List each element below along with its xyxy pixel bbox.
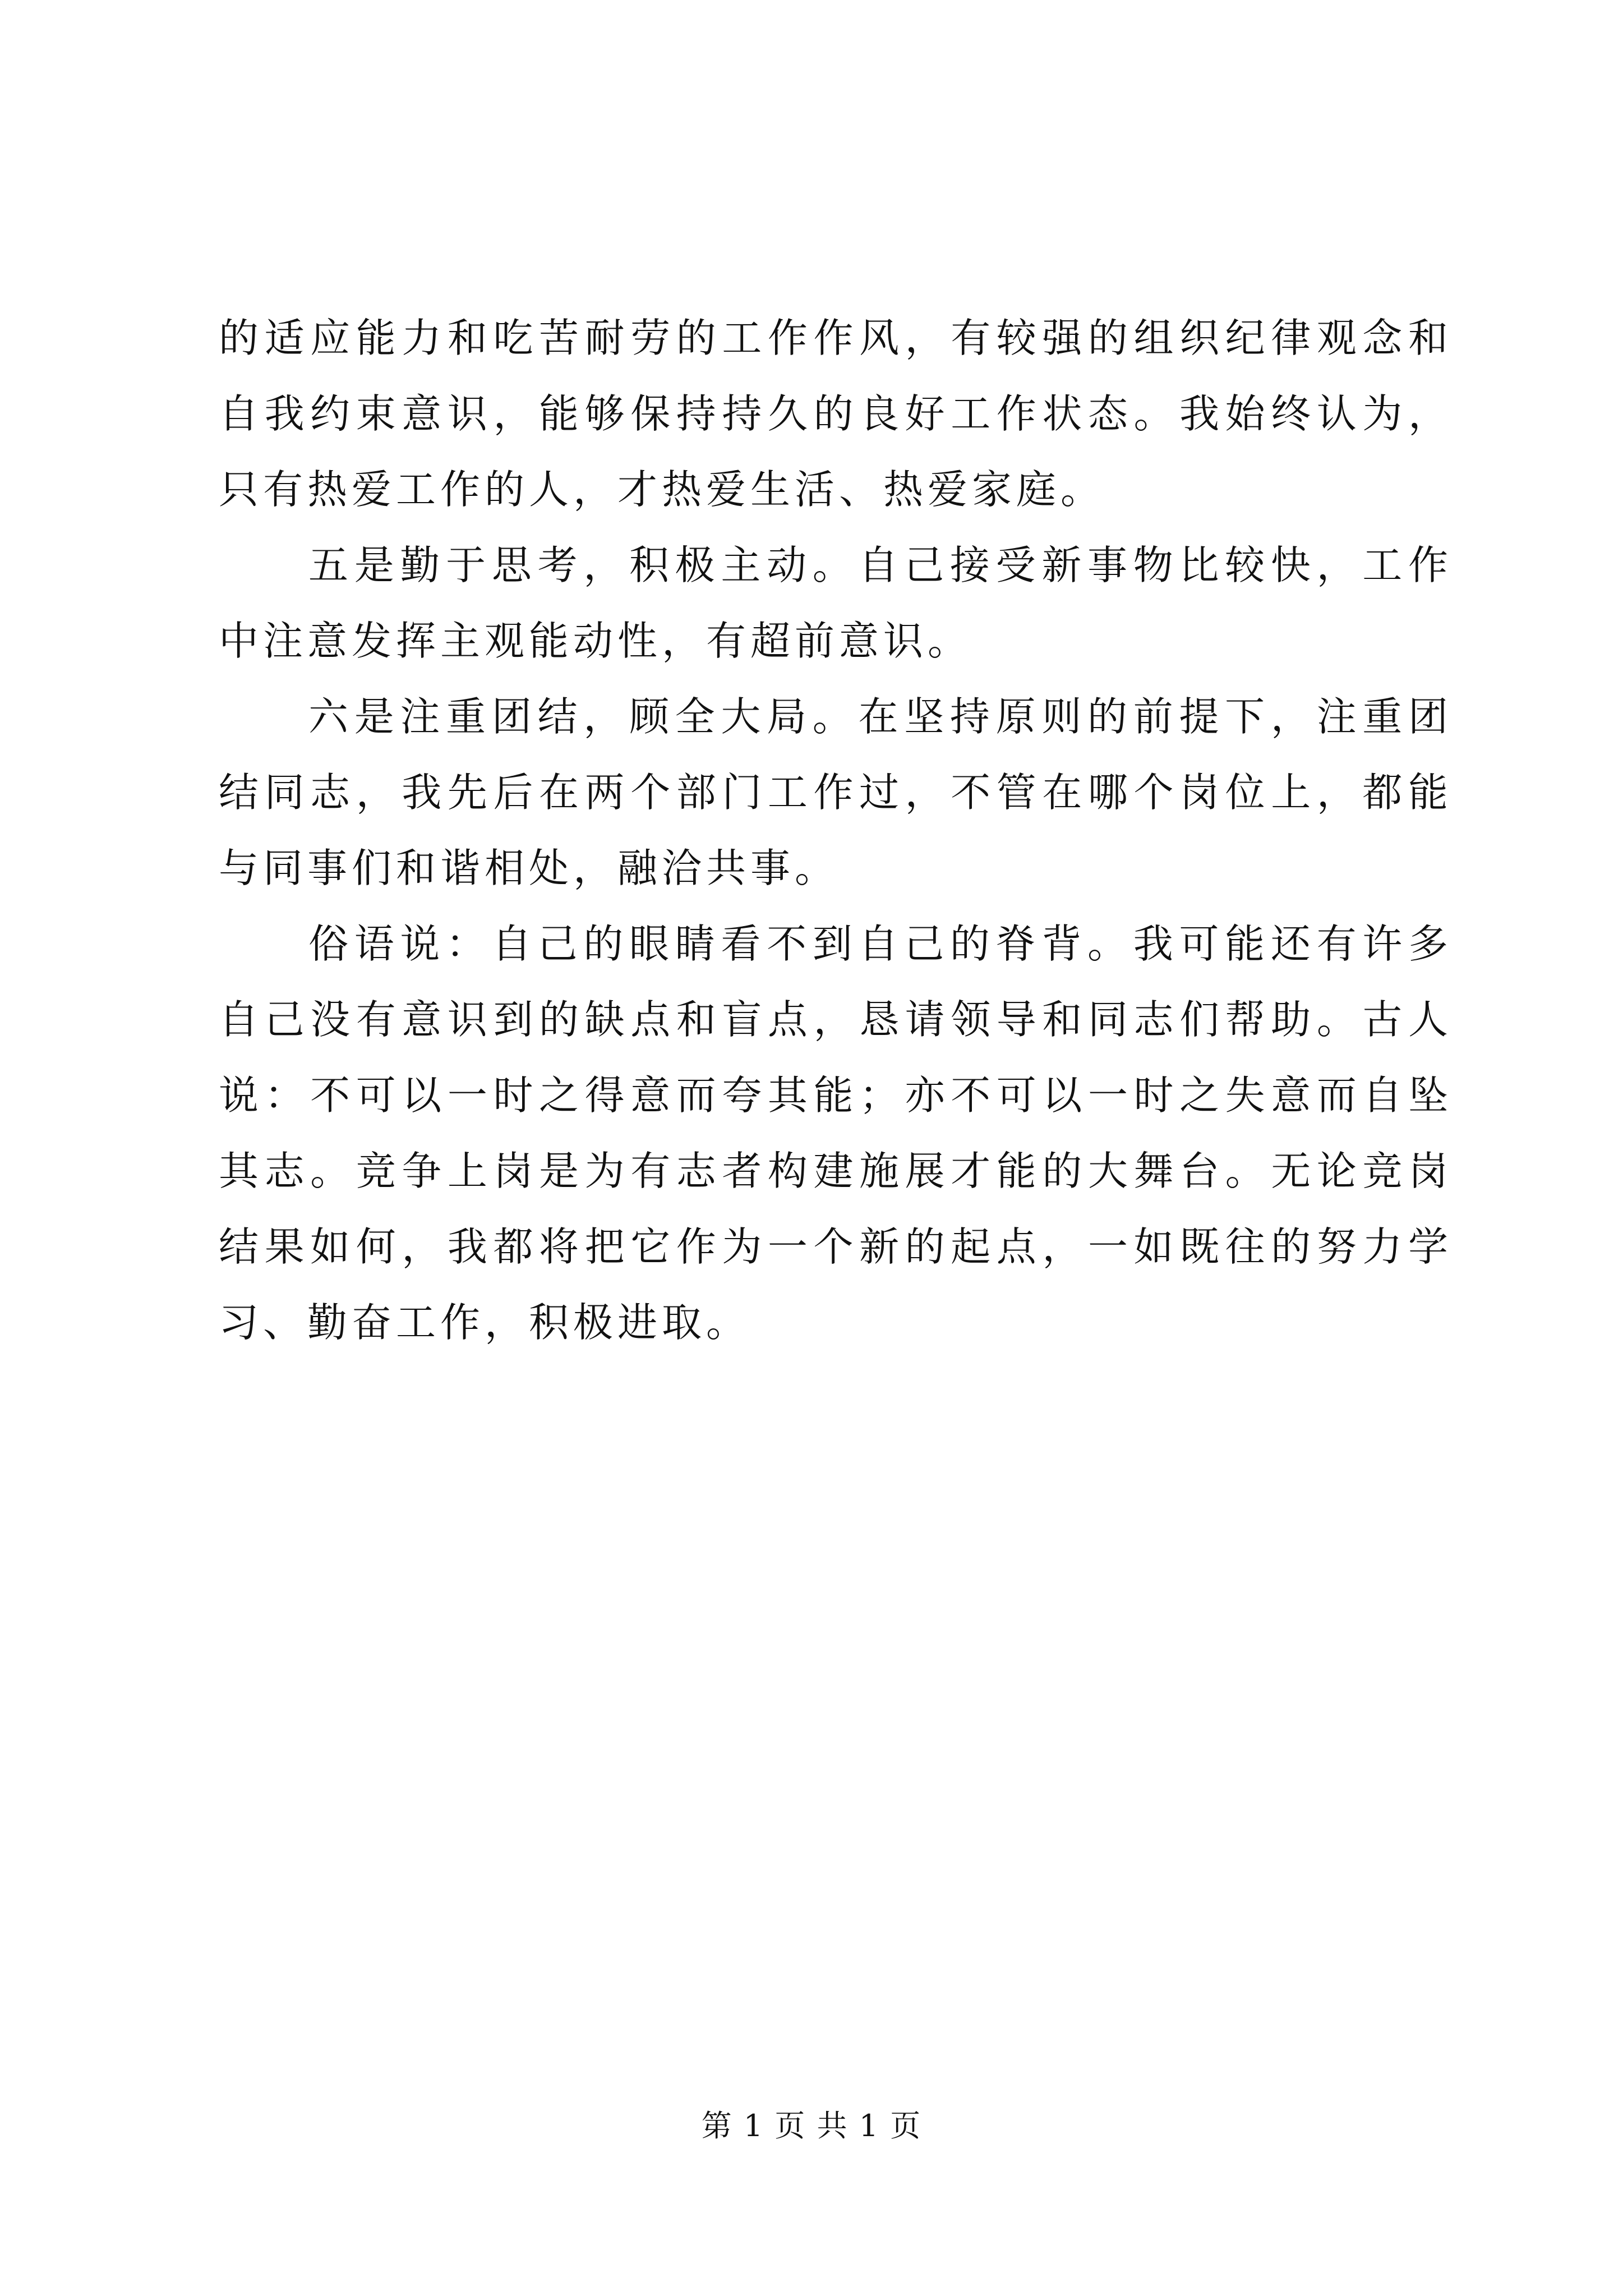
document-body	[219, 300, 1453, 1360]
paragraph-continuation: 的适应能力和吃苦耐劳的工作作风，有较强的组织纪律观念和自我约束意识，能够保持持久的良好工作状态。我始终认为，只有热爱工作的人，才热爱生活、热爱家庭。	[219, 315, 1453, 513]
page-footer: 第 1 页 共 1 页	[701, 2108, 922, 2143]
paragraph-point-six: 六是注重团结，顾全大局。在坚持原则的前提下，注重团结同志，我先后在两个部门工作过，不管在哪个岗位上，都能与同事们和谐相处，融洽共事。	[219, 693, 1453, 891]
paragraph-closing: 俗语说：自己的眼睛看不到自己的脊背。我可能还有许多自己没有意识到的缺点和盲点，恳请领导和同志们帮助。古人说：不可以一时之得意而夸其能；亦不可以一时之失意而自坠其志。竞争上岗是为有志者构建施展才能的大舞台。无论竞岗结果如何，我都将把它作为一个新的起点，一如既往的努力学习、勤奋工作，积极进取。	[219, 921, 1453, 1346]
paragraph-point-five: 五是勤于思考，积极主动。自己接受新事物比较快，工作中注意发挥主观能动性，有超前意识。	[219, 542, 1453, 664]
